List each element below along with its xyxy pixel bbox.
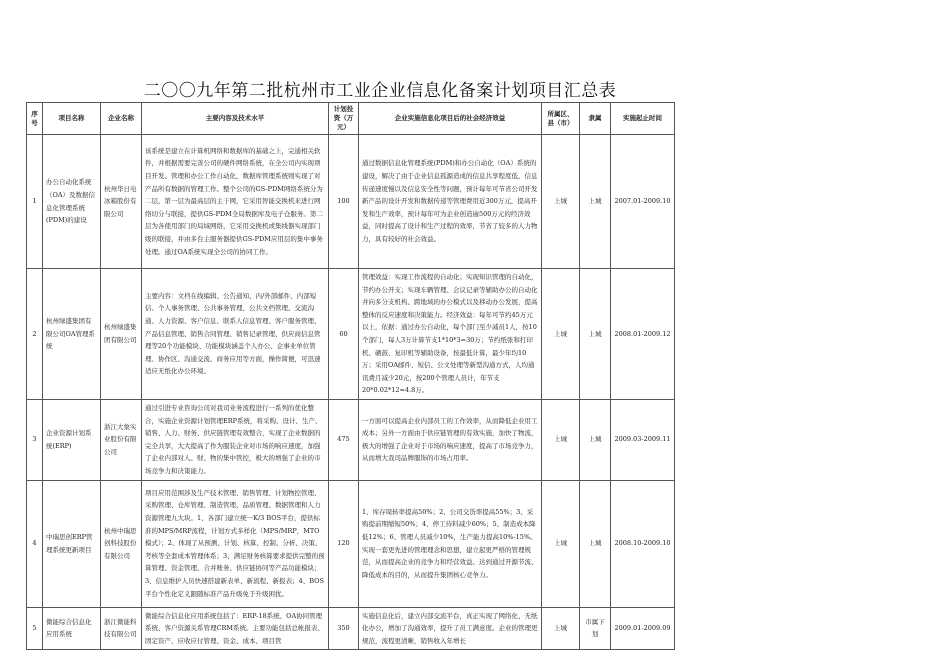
row-content: 通过引进专业咨询公司对我司业务流程进行一系列的优化整合，实施企业资源计划管理ERP系统，将采购、设计、生产、销售、人力、财务、供应链管理有效整合，实现了企业数据的完全共享，大大提高了作为服装企业对市场的响应速度，加强了企业内部对人、财、物的集中管控，极大的增强了企业的市场竞争力和决策能力。 — [142, 399, 329, 480]
table-row — [27, 135, 675, 269]
row-no: 4 — [27, 480, 43, 607]
row-benefit: 实施信息化后，建立内部交流平台，真正实现了网络化、无纸化办公，增加了沟通效率，提升了员工满意度。企业的管理更规范，流程更清晰，销售收入年增长 — [359, 607, 542, 650]
row-project-name: 企业资源计划系统(ERP) — [43, 399, 101, 480]
project-summary-table — [26, 102, 675, 650]
row-belong: 上城 — [580, 135, 611, 269]
row-investment: 100 — [329, 135, 359, 269]
row-district: 上城 — [542, 135, 580, 269]
row-content: 微能综合信息化应用系统包括了：ERP-18系统、OA协同管理系统、客户资源关系管理CRM系统。主要功能包括总帐报表、固定资产、应收应付管理、资金、成本、项目管 — [142, 607, 329, 650]
row-company-name: 浙江微能科技有限公司 — [101, 607, 142, 650]
row-no: 3 — [27, 399, 43, 480]
header-belong: 隶属 — [580, 103, 611, 135]
header-period: 实施起止时间 — [611, 103, 675, 135]
row-benefit: 一方面可以提高企业内部员工的工作效率，从而降低企业用工成本；另外一方面由于供应链管理的有效实施，加快了物流，极大的增强了企业对于市场的响应速度，提高了市场竞争力，从而增大我司品牌服饰的市场占用率。 — [359, 399, 542, 480]
table-row — [27, 269, 675, 400]
row-investment: 350 — [329, 607, 359, 650]
row-no: 1 — [27, 135, 43, 269]
table-row — [27, 399, 675, 480]
row-investment: 120 — [329, 480, 359, 607]
row-company-name: 杭州绿盛集团有限公司 — [101, 269, 142, 400]
table-row — [27, 607, 675, 650]
row-benefit: 管理效益：实现工作流程的自动化；实现知识管理的自动化，节约办公开支；实现车辆管理、会议记录等辅助办公的自动化并向多分支机构、跨地域的办公模式以及移动办公发展，提高整体的反应速度和决策能力。经济效益：每年可节约45万元以上，依据：通过办公自动化，每个部门至少减员1人，按10个部门，每人3万计算节支1*10*3=30万；节约纸张和打印机、硒鼓、复印机等辅助设备，按最低计算，最少年均10万；采用OA邮件、短信、公文处理等新型沟通方式，人均通讯费月减少20元，按200个管理人员计，年节支20*0.02*12=4.8万。 — [359, 269, 542, 400]
header-investment: 计划投资（万元） — [329, 103, 359, 135]
row-district: 上城 — [542, 269, 580, 400]
row-content: 项目应用范围涉及生产技术管理、销售管理、计划物控管理、采购管理、仓库管理、制造管理、品质管理、数据管理和人力资源管理九大块。1、各部门建立统一K/3 BOS平台，提供标准的MPS/MRP流程，计划方式多样化（MPS/MRP，MTO模式）；2、体现了从预测、计划、核算、控制、分析、决策、考核等全套成本管理体系；3、满足财务核算要求提供完整的预算管理、资金管理、合并账务、供应链协同等产品功能模块；3、信息维护人员快速搭建新表单、新流程、新报表；4、BOS平台个性化定义跟随标准产品升级免于升级困扰。 — [142, 480, 329, 607]
row-belong: 上城 — [580, 269, 611, 400]
header-no: 序号 — [27, 103, 43, 135]
row-project-name: 办公自动化系统（OA）及数据信息化管理系统(PDM)的建设 — [43, 135, 101, 269]
row-content: 主要内容：文档在线编辑、公告通知、内/外部邮件、内部短信、个人事务管理、公共事务管理、公共文档管理、交流沟通、人力资源、客户信息、联系人信息管理、客户服务管理、产品信息管理、销售合同管理、销售记录管理、供应商信息管理等20个功能模块、功能模块涵盖个人办公、企事业单位管理、协作区、沟通交流、商务应用等方面，操作简便，可迅速适应无纸化办公环境。 — [142, 269, 329, 400]
row-belong: 上城 — [580, 399, 611, 480]
row-no: 5 — [27, 607, 43, 650]
row-district: 上城 — [542, 607, 580, 650]
row-project-name: 杭州绿盛集团有限公司OA管理系统 — [43, 269, 101, 400]
row-period: 2009.01-2009.09 — [611, 607, 675, 650]
header-content: 主要内容及技术水平 — [142, 103, 329, 135]
row-benefit: 通过数据信息化管理系统(PDM)和办公自动化（OA）系统的建设，解决了由于企业信息孤源造成的信息共享程度低，信息传递速度慢以及信息安全性等问题，预计每年可节省公司开发新产品的设计开发和数据传递等管理费用近300万元，提高开发和生产效率，预计每年可为企业创造逾500万元的经济效益，同时提高了设计和生产过程的效率，节省了较多的人力物力，具有较好的社会效益。 — [359, 135, 542, 269]
row-company-name: 浙江大象实业股份有限公司 — [101, 399, 142, 480]
row-investment: 60 — [329, 269, 359, 400]
document-title: 二〇〇九年第二批杭州市工业企业信息化备案计划项目汇总表 — [143, 81, 617, 101]
header-benefit: 企业实施信息化项目后的社会经济效益 — [359, 103, 542, 135]
row-period: 2008.10-2009.10 — [611, 480, 675, 607]
table-row — [27, 480, 675, 607]
row-project-name: 微能综合信息化应用系统 — [43, 607, 101, 650]
row-company-name: 杭州华日电冰箱股份有限公司 — [101, 135, 142, 269]
row-district: 上城 — [542, 480, 580, 607]
header-project-name: 项目名称 — [43, 103, 101, 135]
row-period: 2009.03-2009.11 — [611, 399, 675, 480]
row-project-name: 中瑞思创ERP管理系统更新项目 — [43, 480, 101, 607]
header-district: 所属区、县（市） — [542, 103, 580, 135]
row-investment: 475 — [329, 399, 359, 480]
row-period: 2007.01-2009.10 — [611, 135, 675, 269]
row-content: 该系统是建立在计算机网络和数据库的基础之上，完通相关软件，并根据需要完善公司的硬件网络系统，在全公司内实现项目开发、管理和办公工作自动化，数据库管理系统则实现了对产品所有数据的管理工作。整个公司的GS-PDM网络系统分为二层，第一层为最高层的主干网，它采用智能交换机来进行网络切分与联接，提供GS-PDM全局数据库及电子仓服务。第二层为各使用部门的局域网络，它采用交换机或集线器实现部门级的联接，并由多台主服务器提供GS-PDM应用层的集中事务处理。通过OA系统实现全公司的协同工作。 — [142, 135, 329, 269]
table-header-row — [27, 103, 675, 135]
row-district: 上城 — [542, 399, 580, 480]
row-belong: 上城 — [580, 480, 611, 607]
row-benefit: 1、库存周转率提高50%；2、公司交货率提高55%；3、采购提前期缩短50%；4、停工待料减少60%；5、制造成本降低12%；6、管理人员减少10%，生产能力提高10%-15%。实现一套更先进的管理理念和思想，建立起更严格的管理规范，从而提高企业的竞争力和经营效益。达到通过开源节流、降低成本的目的，从而提升集团核心竞争力。 — [359, 480, 542, 607]
header-company-name: 企业名称 — [101, 103, 142, 135]
row-period: 2008.01-2009.12 — [611, 269, 675, 400]
row-company-name: 杭州中瑞思创科技股份有限公司 — [101, 480, 142, 607]
row-belong: 市属下划 — [580, 607, 611, 650]
row-no: 2 — [27, 269, 43, 400]
